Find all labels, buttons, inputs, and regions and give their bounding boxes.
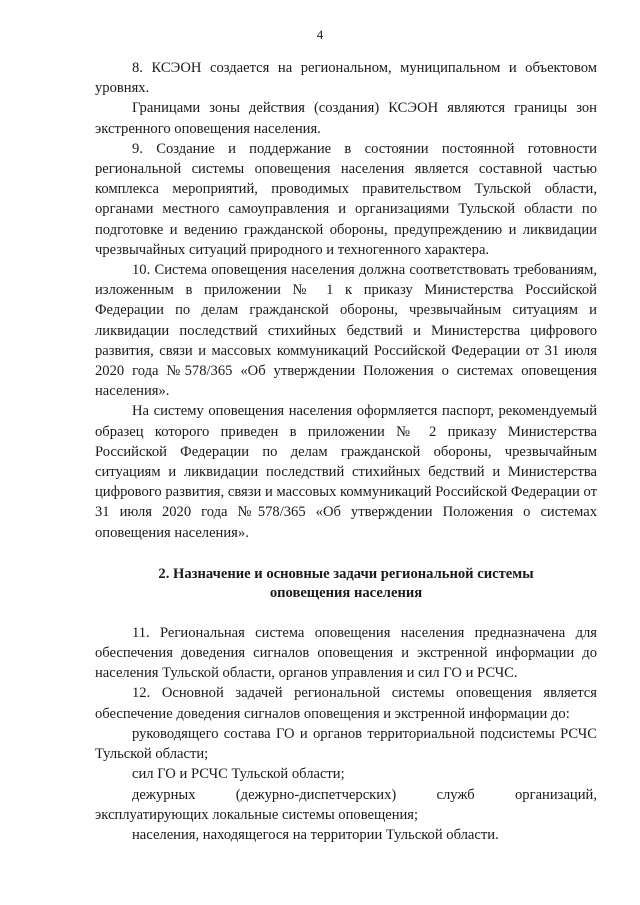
paragraph-10-passport: На систему оповещения населения оформляется паспорт, рекомендуемый образец которого приведен в приложении № 2 приказу Министерства Российской Федерации по делам гражданской обороны, чрезвычайным ситуациям и ликвидации последствий стихийных бедствий и Министерства цифрового развития, связи и массовых коммуникаций Российской Федерации от 31 июля 2020 года №578/365 «Об утверждении Положения о системах оповещения населения». (95, 403, 597, 541)
page-number: 4 (316, 27, 324, 42)
list-item-duty-services: дежурных (дежурно-диспетчерских) служб организаций, эксплуатирующих локальные системы оповещения; (95, 786, 597, 823)
paragraph-12: 12. Основной задачей региональной системы оповещения является обеспечение доведения сигналов оповещения и экстренной информации до: (95, 685, 597, 722)
section-heading-line-2: оповещения населения (269, 584, 423, 601)
paragraph-9: 9. Создание и поддержание в состоянии постоянной готовности региональной системы оповещения населения является составной частью комплекса мероприятий, проводимых правительством Тульской области, органами местного самоуправления и организациями Тульской области по подготовке и ведению гражданской обороны, предупреждению и ликвидации чрезвычайных ситуаций природного и техногенного характера. (95, 140, 597, 258)
section-heading (95, 565, 597, 603)
document-body (95, 58, 597, 845)
list-item-forces: сил ГО и РСЧС Тульской области; (132, 766, 345, 783)
paragraph-8-boundaries: Границами зоны действия (создания) КСЭОН являются границы зон экстренного оповещения населения. (95, 100, 597, 137)
list-item-leadership: руководящего состава ГО и органов территориальной подсистемы РСЧС Тульской области; (95, 725, 597, 763)
paragraph-8: 8. КСЭОН создается на региональном, муниципальном и объектовом уровнях. (95, 60, 597, 97)
paragraph-10: 10. Система оповещения населения должна соответствовать требованиям, изложенным в приложении № 1 к приказу Министерства Российской Федерации по делам гражданской обороны, чрезвычайным ситуациям и ликвидации последствий стихийных бедствий и Министерства цифрового развития, связи и массовых коммуникаций Российской Федерации от 31 июля 2020 года №578/365 «Об утверждении Положения о системах оповещения населения». (95, 262, 597, 400)
list-item-population: населения, находящегося на территории Тульской области. (132, 826, 499, 843)
paragraph-11: 11. Региональная система оповещения населения предназначена для обеспечения доведения сигналов оповещения и экстренной информации до населения Тульской области, органов управления и сил ГО и РСЧС. (95, 624, 597, 682)
section-heading-line-1: 2. Назначение и основные задачи региональной системы (158, 565, 534, 582)
